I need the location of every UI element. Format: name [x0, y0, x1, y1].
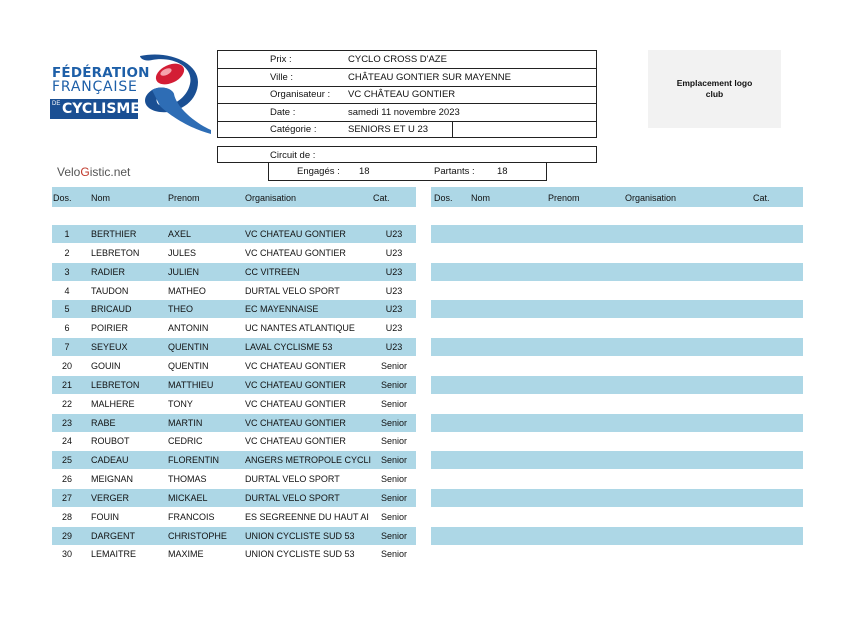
rider-cat: U23: [385, 229, 403, 239]
rider-organisation: VC CHATEAU GONTIER: [245, 379, 346, 390]
ffc-logo: [48, 52, 213, 134]
rider-prenom: QUENTIN: [168, 342, 209, 353]
row-band-right: [431, 300, 803, 318]
col-nom-header-right: Nom: [471, 193, 491, 203]
rider-prenom: QUENTIN: [168, 360, 209, 371]
row-band-right: [431, 489, 803, 507]
rider-cat: Senior: [380, 455, 407, 466]
organisateur-value: VC CHÂTEAU GONTIER: [348, 89, 456, 100]
rider-nom: LEBRETON: [91, 379, 140, 390]
row-band-right: [431, 451, 803, 469]
row-band-right: [431, 338, 803, 356]
row-band-right: [431, 263, 803, 281]
logo-line3: CYCLISME: [62, 101, 140, 117]
rider-organisation: VC CHATEAU GONTIER: [245, 360, 346, 371]
rider-cat: Senior: [380, 511, 407, 522]
rider-prenom: FLORENTIN: [168, 455, 220, 466]
categorie-value: SENIORS ET U 23: [348, 124, 429, 135]
rider-dos: 24: [61, 436, 72, 447]
col-dos-header: Dos.: [53, 193, 72, 203]
rider-prenom: FRANCOIS: [168, 511, 215, 522]
ville-label: Ville :: [270, 71, 294, 83]
rider-nom: BERTHIER: [91, 229, 137, 239]
circuit-label: Circuit de :: [270, 150, 316, 161]
rider-nom: RABE: [91, 417, 116, 428]
info-row-organisateur: [218, 86, 596, 104]
rider-organisation: CC VITREEN: [245, 266, 300, 277]
rider-nom: GOUIN: [91, 360, 121, 371]
club-logo-placeholder: [648, 50, 781, 128]
info-row-date: [218, 104, 596, 122]
rider-prenom: THOMAS: [168, 474, 207, 485]
rider-nom: VERGER: [91, 492, 130, 503]
rider-cat: U23: [385, 342, 403, 353]
rider-prenom: THEO: [168, 304, 194, 315]
rider-nom: LEBRETON: [91, 247, 140, 258]
rider-nom: MALHERE: [91, 398, 135, 409]
rider-cat: U23: [385, 266, 403, 277]
rider-prenom: CEDRIC: [168, 436, 203, 447]
rider-dos: 2: [64, 247, 70, 258]
velogistic-brand: [57, 165, 130, 179]
brand-velo: Velo: [57, 165, 81, 179]
rider-cat: Senior: [380, 492, 407, 503]
rider-prenom: MARTIN: [168, 417, 203, 428]
logo-de: DE: [52, 101, 61, 107]
rider-dos: 30: [61, 549, 72, 560]
col-prenom-header-right: Prenom: [548, 193, 580, 203]
rider-cat: Senior: [380, 474, 407, 485]
rider-cat: Senior: [380, 360, 407, 371]
rider-organisation: ES SEGREENNE DU HAUT AI: [245, 511, 369, 522]
rider-organisation: VC CHATEAU GONTIER: [245, 436, 346, 447]
rider-organisation: DURTAL VELO SPORT: [245, 474, 340, 485]
rider-organisation: VC CHATEAU GONTIER: [245, 398, 346, 409]
col-nom-header: Nom: [91, 193, 111, 203]
rider-dos: 25: [61, 455, 72, 466]
col-cat-header-right: Cat.: [753, 193, 770, 203]
rider-organisation: EC MAYENNAISE: [245, 304, 319, 315]
rider-dos: 26: [61, 474, 72, 485]
rider-dos: 28: [61, 511, 72, 522]
rider-cat: Senior: [380, 379, 407, 390]
rider-cat: Senior: [380, 549, 407, 560]
partants-value: 18: [497, 166, 508, 177]
rider-prenom: MATHEO: [168, 285, 206, 296]
rider-dos: 5: [64, 304, 70, 315]
date-value: samedi 11 novembre 2023: [348, 106, 460, 118]
rider-cat: Senior: [380, 436, 407, 447]
row-band-right: [431, 376, 803, 394]
col-organisation-header: Organisation: [245, 193, 297, 203]
categorie-label: Catégorie :: [270, 124, 317, 135]
rider-dos: 3: [64, 266, 70, 277]
rider-dos: 20: [61, 360, 72, 371]
rider-cat: Senior: [380, 530, 407, 541]
partants-label: Partants :: [434, 166, 475, 177]
rider-nom: POIRIER: [91, 323, 129, 334]
rider-dos: 21: [61, 379, 72, 390]
rider-dos: 6: [64, 323, 70, 334]
rider-nom: CADEAU: [91, 455, 129, 466]
rider-organisation: VC CHATEAU GONTIER: [245, 229, 346, 239]
club-logo-placeholder-text: Emplacement logo club: [676, 78, 753, 99]
event-info-box: [217, 50, 597, 138]
circuit-box: [217, 146, 597, 163]
rider-cat: U23: [385, 285, 403, 296]
logo-line1: FÉDÉRATION: [52, 65, 150, 81]
rider-prenom: JULIEN: [168, 266, 200, 277]
rider-nom: DARGENT: [91, 530, 136, 541]
categorie-divider: [452, 121, 453, 138]
col-organisation-header-right: Organisation: [625, 193, 677, 203]
rider-prenom: MATTHIEU: [168, 379, 214, 390]
rider-dos: 29: [61, 530, 72, 541]
row-band-right: [431, 225, 803, 243]
rider-nom: TAUDON: [91, 285, 129, 296]
rider-nom: RADIER: [91, 266, 126, 277]
rider-prenom: AXEL: [168, 229, 192, 239]
col-dos-header-right: Dos.: [434, 193, 453, 203]
rider-dos: 27: [61, 492, 72, 503]
prix-label: Prix :: [270, 54, 292, 65]
rider-cat: Senior: [380, 398, 407, 409]
rider-prenom: MICKAEL: [168, 492, 208, 503]
rider-organisation: UNION CYCLISTE SUD 53: [245, 549, 355, 560]
info-row-prix: [218, 51, 596, 69]
rider-nom: FOUIN: [91, 511, 119, 522]
date-label: Date :: [270, 106, 296, 118]
info-row-ville: [218, 69, 596, 87]
rider-prenom: CHRISTOPHE: [168, 530, 227, 541]
ville-value: CHÂTEAU GONTIER SUR MAYENNE: [348, 71, 511, 83]
engages-box: [268, 163, 547, 181]
rider-organisation: VC CHATEAU GONTIER: [245, 417, 346, 428]
rider-dos: 4: [64, 285, 70, 296]
prix-value: CYCLO CROSS D'AZE: [348, 54, 447, 65]
rider-prenom: MAXIME: [168, 549, 204, 560]
brand-istic: istic.net: [89, 165, 131, 179]
rider-dos: 7: [64, 342, 70, 353]
engages-label: Engagés :: [297, 166, 340, 177]
rider-organisation: DURTAL VELO SPORT: [245, 285, 340, 296]
logo-line2: FRANÇAISE: [52, 79, 138, 95]
brand-g: G: [80, 165, 90, 179]
rider-prenom: JULES: [168, 247, 197, 258]
row-band-right: [431, 414, 803, 432]
rider-nom: ROUBOT: [91, 436, 130, 447]
engages-value: 18: [359, 166, 370, 177]
rider-organisation: DURTAL VELO SPORT: [245, 492, 340, 503]
rider-cat: Senior: [380, 417, 407, 428]
rider-cat: U23: [385, 323, 403, 334]
rider-organisation: LAVAL CYCLISME 53: [245, 342, 333, 353]
row-band-right: [431, 527, 803, 545]
rider-prenom: TONY: [168, 398, 193, 409]
info-row-categorie: [218, 121, 596, 138]
rider-organisation: VC CHATEAU GONTIER: [245, 247, 346, 258]
organisateur-label: Organisateur :: [270, 89, 331, 100]
rider-dos: 22: [61, 398, 72, 409]
rider-nom: SEYEUX: [91, 342, 128, 353]
rider-nom: LEMAITRE: [91, 549, 137, 560]
col-cat-header: Cat.: [373, 193, 390, 203]
rider-nom: BRICAUD: [91, 304, 132, 315]
rider-organisation: UNION CYCLISTE SUD 53: [245, 530, 355, 541]
rider-prenom: ANTONIN: [168, 323, 209, 334]
rider-nom: MEIGNAN: [91, 474, 134, 485]
rider-cat: U23: [385, 304, 403, 315]
rider-organisation: UC NANTES ATLANTIQUE: [245, 323, 355, 334]
rider-dos: 23: [61, 417, 72, 428]
col-prenom-header: Prenom: [168, 193, 200, 203]
rider-cat: U23: [385, 247, 403, 258]
rider-organisation: ANGERS METROPOLE CYCLI: [245, 455, 372, 466]
rider-dos: 1: [64, 229, 70, 239]
